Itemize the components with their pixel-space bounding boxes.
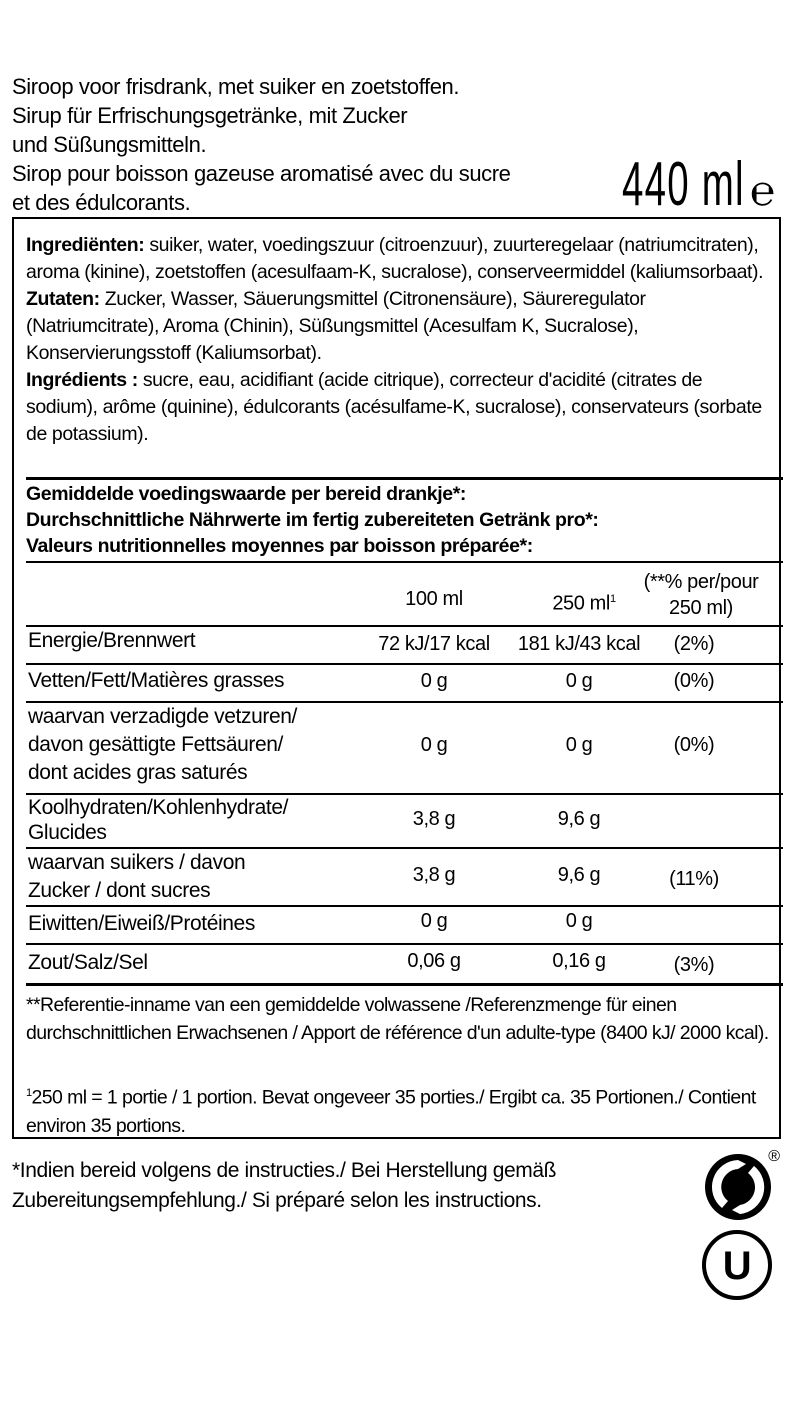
registered-mark: ®	[768, 1148, 780, 1165]
row-label-sugars-line2: Zucker / dont sucres	[28, 879, 211, 902]
row-label-salt: Zout/Salz/Sel	[28, 951, 148, 974]
section-divider	[26, 477, 783, 480]
value-carbohydrate-100ml: 3,8 g	[412, 808, 456, 830]
value-energy-100ml: 72 kJ/17 kcal	[378, 633, 490, 655]
preparation-note-line2: Zubereitungsempfehlung./ Si préparé selon les instructions.	[12, 1189, 542, 1212]
row-label-protein: Eiwitten/Eiweiß/Protéines	[28, 912, 255, 935]
column-header-ri	[626, 569, 776, 621]
column-header-250ml-sup: 1	[609, 593, 616, 605]
ingredients-fr-label: Ingrédients :	[26, 369, 138, 391]
value-energy-ri: (2%)	[673, 633, 715, 655]
ingredients-de-label: Zutaten:	[26, 288, 100, 310]
row-label-saturates-fr: dont acides gras saturés	[28, 761, 248, 784]
value-fat-100ml: 0 g	[420, 670, 448, 692]
ingredients-de	[26, 286, 776, 367]
value-salt-100ml: 0,06 g	[407, 950, 461, 972]
kosher-u-letter: U	[722, 1244, 752, 1288]
table-rule-top	[26, 561, 783, 563]
description-line-nl: Siroop voor frisdrank, met suiker en zoetstoffen.	[12, 74, 460, 99]
value-sugars-100ml: 3,8 g	[412, 864, 456, 886]
volume-label: 440 ml	[622, 150, 745, 219]
value-salt-250ml: 0,16 g	[552, 950, 606, 972]
value-fat-ri: (0%)	[673, 670, 715, 692]
row-label-carbohydrate-line2: Glucides	[28, 821, 107, 844]
nutrition-heading-nl: Gemiddelde voedingswaarde per bereid drankje*:	[26, 483, 466, 505]
estimated-sign: ℮	[750, 166, 775, 215]
description-line-fr-1: Sirop pour boisson gazeuse aromatisé avec du sucre	[12, 161, 511, 186]
nutrition-heading-de: Durchschnittliche Nährwerte im fertig zubereiteten Getränk pro*:	[26, 509, 599, 531]
row-label-saturates	[28, 703, 297, 787]
value-salt-ri: (3%)	[673, 954, 715, 976]
column-header-250ml-text: 250 ml	[552, 592, 610, 615]
description-line-fr-2: et des édulcorants.	[12, 190, 191, 215]
footnote-divider	[26, 983, 783, 986]
value-carbohydrate-250ml: 9,6 g	[557, 808, 601, 830]
column-header-100ml: 100 ml	[405, 588, 463, 610]
ingredients-block	[26, 232, 776, 448]
row-label-carbohydrate-line1: Koolhydraten/Kohlenhydrate/	[28, 796, 289, 819]
value-fat-250ml: 0 g	[565, 670, 593, 692]
ingredients-nl-text: suiker, water, voedingszuur (citroenzuur), zuurteregelaar (natriumcitraten), aroma (kinine), zoetstoffen (acesulfaam-K, sucralose), conserveermiddel (kaliumsorbaat).	[26, 234, 764, 283]
row-label-fat: Vetten/Fett/Matières grasses	[28, 669, 285, 692]
row-label-saturates-de: davon gesättigte Fettsäuren/	[28, 733, 283, 756]
preparation-note-line1: *Indien bereid volgens de instructies./ Bei Herstellung gemäß	[12, 1159, 557, 1182]
row-label-saturates-nl: waarvan verzadigde vetzuren/	[28, 705, 297, 728]
column-header-ri-line2: 250 ml)	[669, 597, 733, 619]
row-label-sugars-line1: waarvan suikers / davon	[28, 851, 246, 874]
ingredients-de-text: Zucker, Wasser, Säuerungsmittel (Citronensäure), Säureregulator (Natriumcitrate), Aroma (Chinin), Süßungsmittel (Acesulfam K, Sucralose), Konservierungsstoff (Kaliumsorbat).	[26, 288, 646, 364]
ingredients-fr-text: sucre, eau, acidifiant (acide citrique), correcteur d'acidité (citrates de sodium), arôme (quinine), édulcorants (acésulfame-K, sucralose), conservateurs (sorbate de potassium).	[26, 369, 762, 445]
description-line-de-2: und Süßungsmitteln.	[12, 132, 207, 157]
preparation-note	[12, 1156, 556, 1216]
nutrition-heading	[26, 481, 599, 559]
portion-footnote-sup: 1	[26, 1087, 32, 1099]
column-header-ri-line1: (**% per/pour	[643, 571, 759, 593]
row-label-carbohydrate	[28, 795, 288, 845]
green-dot-recycle-icon	[702, 1145, 782, 1225]
product-description	[12, 72, 511, 217]
value-energy-250ml: 181 kJ/43 kcal	[517, 633, 641, 655]
ingredients-nl-label: Ingrediënten:	[26, 234, 145, 256]
table-rule	[26, 943, 783, 945]
kosher-u-icon	[700, 1228, 774, 1302]
nutrition-panel	[12, 217, 781, 1139]
value-sugars-ri: (11%)	[669, 868, 719, 890]
row-label-sugars	[28, 849, 245, 905]
portion-footnote-text: 250 ml = 1 portie / 1 portion. Bevat ongeveer 35 porties./ Ergibt ca. 35 Portionen./ Contient environ 35 portions.	[26, 1086, 756, 1137]
ingredients-nl	[26, 232, 776, 286]
value-saturates-ri: (0%)	[673, 734, 715, 756]
table-rule	[26, 663, 783, 665]
value-saturates-250ml: 0 g	[565, 734, 593, 756]
value-saturates-100ml: 0 g	[420, 734, 448, 756]
value-protein-250ml: 0 g	[565, 910, 593, 932]
row-label-energy: Energie/Brennwert	[28, 629, 196, 652]
value-sugars-250ml: 9,6 g	[557, 864, 601, 886]
ingredients-fr	[26, 367, 776, 448]
nutrition-heading-fr: Valeurs nutritionnelles moyennes par boisson préparée*:	[26, 535, 533, 557]
reference-intake-footnote: **Referentie-inname van een gemiddelde volwassene /Referenzmenge für einen durchschnittlichen Erwachsenen / Apport de référence d'un adulte-type (8400 kJ/ 2000 kcal).	[26, 994, 769, 1044]
description-line-de-1: Sirup für Erfrischungsgetränke, mit Zucker	[12, 103, 408, 128]
portion-footnote	[26, 1079, 786, 1140]
value-protein-100ml: 0 g	[420, 910, 448, 932]
